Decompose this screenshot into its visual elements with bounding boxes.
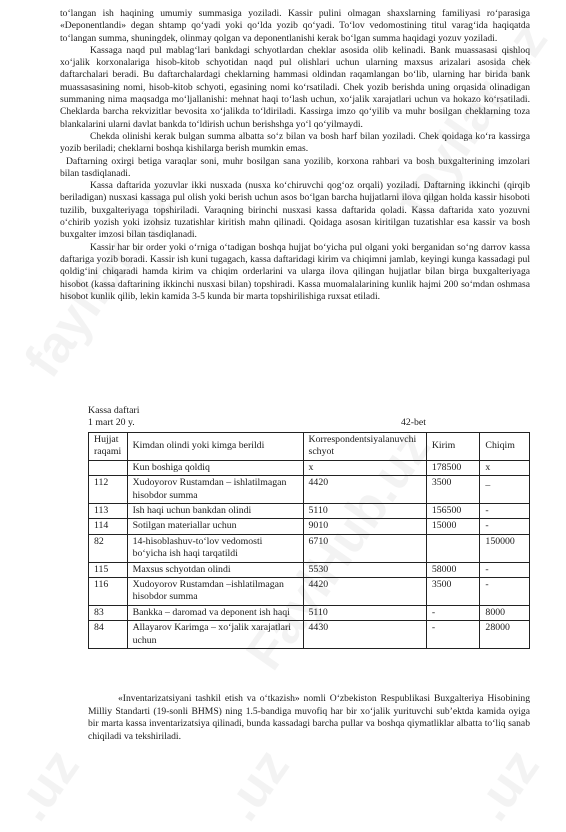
caption-title: Kassa daftari: [88, 405, 140, 416]
table-caption: [88, 405, 528, 429]
table-row: [89, 460, 530, 475]
cell-income: 3500: [426, 476, 480, 504]
cell-income: 3500: [426, 578, 480, 606]
caption-page: 42-bet: [400, 417, 426, 428]
cell-description: Sotilgan materiallar uchun: [127, 519, 303, 534]
cell-doc-number: 82: [89, 534, 128, 562]
table-row: [89, 562, 530, 577]
caption-date: 1 mart 20 y.: [88, 417, 135, 428]
cash-book-table: [88, 432, 530, 649]
header-expense: Chiqim: [480, 433, 530, 461]
table-row: [89, 476, 530, 504]
cell-expense: 150000: [480, 534, 530, 562]
table-header-row: [89, 433, 530, 461]
table-row: [89, 605, 530, 620]
cell-account: 6710: [303, 534, 426, 562]
cell-account: 5530: [303, 562, 426, 577]
watermark-4: [1, 738, 92, 832]
caption-meta: [88, 417, 426, 429]
cell-account: 4430: [303, 621, 426, 649]
table-row: [89, 621, 530, 649]
cell-income: 15000: [426, 519, 480, 534]
cell-doc-number: 83: [89, 605, 128, 620]
cell-income: -: [426, 605, 480, 620]
cell-account: 9010: [303, 519, 426, 534]
paragraph-6: Kassir har bir order yoki o‘rniga o‘tadigan boshqa hujjat bo‘yicha pul olgani yoki berganidan so‘ng darrov kassa daftariga yozib boradi. Kassir ish kuni tugagach, kassa daftaridagi kirim va chiqimni jamlab, keyingi kunga kassadagi pul qoldig‘ini chiqaradi hamda kirim va chiqim orderlarini va ularga ilova qilingan hujjatlar bilan birga buxgalteriyaga hisobot (kassa daftarining ikkinchi nusxasi bilan) topshiradi. Kassa muomalalarining kunlik hajmi 200 so‘mdan oshmasa hisobot kunlik qilib, lekin kamida 3-5 kunda bir marta topshirilishiga ruxsat etiladi.: [60, 241, 530, 302]
cell-description: Xudoyorov Rustamdan –ishlatilmagan hisobdor summa: [127, 578, 303, 606]
cell-income: -: [426, 621, 480, 649]
cell-expense: -: [480, 519, 530, 534]
document-body: [60, 8, 530, 303]
cell-expense: -: [480, 504, 530, 519]
cell-expense: -: [480, 578, 530, 606]
cell-description: Maxsus schyotdan olindi: [127, 562, 303, 577]
cell-expense: -: [480, 562, 530, 577]
paragraph-5: Kassa daftarida yozuvlar ikki nusxada (nusxa ko‘chiruvchi qog‘oz orqali) yoziladi. Daftarning ikkinchi (qirqib beriladigan) nusxasi kassaga pul olish yoki berish uchun asos bo‘lgan barcha hujjatlarni ilova qilgan holda kassir hisoboti tuzilib, buxgalteriyaga topshiriladi. Varaqning birinchi nusxasi kassa daftarida qoladi. Kassa daftarida xato yozuvni o‘chirib yozish yoki izohsiz tuzatishlar kiritish mahn qilinadi. Qoidaga asosan kiritilgan tuzatishlar esa kassir va bosh buxgalter imzosi bilan tasdiqlanadi.: [60, 180, 530, 241]
cell-description: Bankka – daromad va deponent ish haqi: [127, 605, 303, 620]
cell-doc-number: 113: [89, 504, 128, 519]
table-row: [89, 578, 530, 606]
cell-account: 5110: [303, 504, 426, 519]
header-income: Kirim: [426, 433, 480, 461]
cell-expense: _: [480, 476, 530, 504]
header-from-to: Kimdan olindi yoki kimga berildi: [127, 433, 303, 461]
table-row: [89, 504, 530, 519]
cell-account: 5110: [303, 605, 426, 620]
cell-income: 178500: [426, 460, 480, 475]
cell-description: 14-hisoblashuv-to‘lov vedomosti bo‘yicha ish haqi tarqatildi: [127, 534, 303, 562]
cell-doc-number: [89, 460, 128, 475]
cell-doc-number: 84: [89, 621, 128, 649]
header-corr-account: Korrespondentsiyalanuvchi schyot: [303, 433, 426, 461]
cell-doc-number: 112: [89, 476, 128, 504]
cell-doc-number: 115: [89, 562, 128, 577]
cell-account: 4420: [303, 476, 426, 504]
cell-description: Xudoyorov Rustamdan – ishlatilmagan hisobdor summa: [127, 476, 303, 504]
cell-income: 156500: [426, 504, 480, 519]
cell-account: x: [303, 460, 426, 475]
cell-income: [426, 534, 480, 562]
cell-expense: 28000: [480, 621, 530, 649]
cell-doc-number: 114: [89, 519, 128, 534]
paragraph-1: to‘langan ish haqining umumiy summasiga yoziladi. Kassir pulini olmagan shaxslarning familiyasi ro‘parasiga «Deponentlandi» degan shtamp qo‘yadi yoki qo‘lda yozib qo‘yadi. To‘lov vedomostining titul varag‘ida haqiqatda to‘langan summa, shuningdek, olinmay qolgan va deponentlanishi kerak bo‘lgan summa haqidagi yozuv yoziladi.: [60, 8, 530, 44]
table-row: [89, 534, 530, 562]
cell-doc-number: 116: [89, 578, 128, 606]
paragraph-after-table: «Inventarizatsiyani tashkil etish va o‘tkazish» nomli O‘zbekiston Respublikasi Buxgalteriya Hisobining Milliy Standarti (19-sonli BHMS) ning 1.5-bandiga muvofiq har bir xo‘jalik yurituvchi sub’ektda kamida oyiga bir marta kassa inventarizatsiya qilinadi, bunda kassadagi barcha pullar va boshqa qiymatliklar albatta to‘liq sanab chiqiladi va tekshiriladi.: [88, 693, 530, 742]
cell-expense: x: [480, 460, 530, 475]
paragraph-3: Chekda olinishi kerak bulgan summa albatta so‘z bilan va bosh harf bilan yoziladi. Chek qoidaga ko‘ra kassirga yozib beriladi; cheklarni boshqa kishilarga berish mumkin emas.: [60, 130, 530, 155]
watermark-6: [461, 738, 552, 832]
cell-income: 58000: [426, 562, 480, 577]
cell-account: 4420: [303, 578, 426, 606]
cell-description: Kun boshiga qoldiq: [127, 460, 303, 475]
cell-description: Ish haqi uchun bankdan olindi: [127, 504, 303, 519]
watermark-5: [211, 738, 302, 832]
cell-description: Allayarov Karimga – xo‘jalik xarajatlari uchun: [127, 621, 303, 649]
paragraph-2: Kassaga naqd pul mablag‘lari bankdagi schyotlardan cheklar asosida olib kelinadi. Bank muassasasi qishloq xo‘jalik korxonalariga hisob-kitob schyotidan naqd pul olishlari uchun ularning maxsus arizalari asosida chek daftarchalari beradi. Bu daftarchalardagi cheklarning hammasi oldindan raqamlangan bo‘lib, ularning har birida bank muassasasining nomi, hisob-kitob schyoti, egasining nomi ko‘rsatiladi. Chek yozib berishda uning orqasida olinadigan summaning nima maqsadga mo‘ljallanishi: mehnat haqi to‘lash uchun, xo‘jalik xarajatlari uchun va hokazo ko‘rsatiladi. Cheklarda barcha rekvizitlar bevosita xo‘jalikda to‘ldiriladi. Kassirga imzo qo‘yilib va muhr bosilgan cheklarning toza blankalarini ularni davlat bankda to‘ldirish uchun berishshga yo‘l qo‘yilmaydi.: [60, 44, 530, 130]
paragraph-4: Daftarning oxirgi betiga varaqlar soni, muhr bosilgan sana yozilib, korxona rahbari va bosh buxgalterining imzolari bilan tasdiqlanadi.: [60, 155, 530, 179]
header-doc-number: Hujjat raqami: [89, 433, 128, 461]
table-row: [89, 519, 530, 534]
cell-expense: 8000: [480, 605, 530, 620]
